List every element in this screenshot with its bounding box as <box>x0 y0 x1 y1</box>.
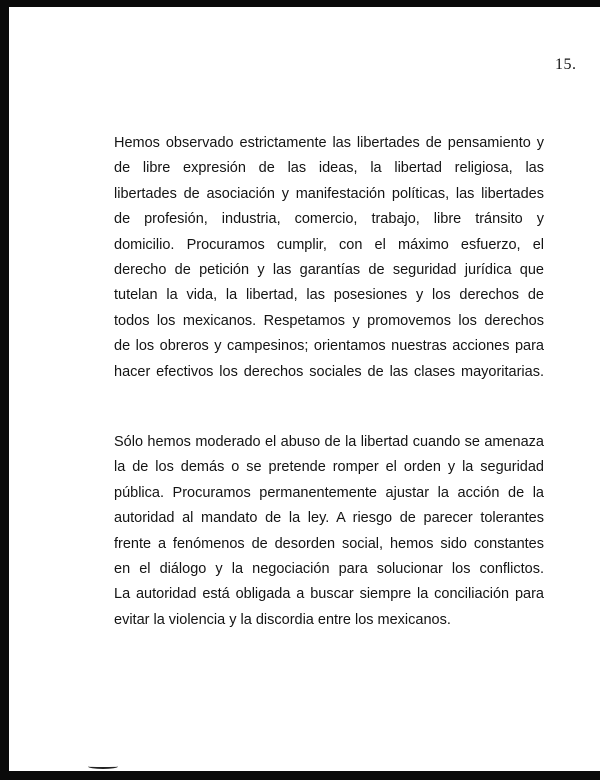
text-line: todos los mexicanos. Respetamos y promovemos los derechos <box>114 312 544 329</box>
scan-border-top <box>0 0 600 7</box>
text-line: domicilio. Procuramos cumplir, con el máximo esfuerzo, el <box>114 236 544 253</box>
text-line: hacer efectivos los derechos sociales de las clases mayoritarias. <box>114 363 544 380</box>
page-number: 15. <box>555 56 577 73</box>
text-line: Hemos observado estrictamente las libertades de pensamiento y <box>114 135 544 151</box>
text-line: autoridad al mandato de la ley. A riesgo de parecer tolerantes <box>114 510 544 527</box>
text-line: la de los demás o se pretende romper el orden y la seguridad <box>114 459 544 476</box>
text-line: tutelan la vida, la libertad, las posesiones y los derechos de <box>114 287 544 304</box>
text-line: de los obreros y campesinos; orientamos nuestras acciones para <box>114 338 544 355</box>
text-line: Sólo hemos moderado el abuso de la libertad cuando se amenaza <box>114 434 544 450</box>
scan-border-left <box>0 0 9 780</box>
text-line: La autoridad está obligada a buscar siempre la conciliación para <box>114 586 544 603</box>
text-line: de profesión, industria, comercio, trabajo, libre tránsito y <box>114 211 544 228</box>
scan-mark <box>88 764 118 769</box>
paragraph-1 <box>114 131 544 385</box>
text-line: frente a fenómenos de desorden social, hemos sido constantes <box>114 535 544 552</box>
text-line-last: evitar la violencia y la discordia entre los mexicanos. <box>114 611 451 628</box>
paragraph-2 <box>114 430 544 633</box>
text-line: de libre expresión de las ideas, la libertad religiosa, las <box>114 160 544 177</box>
text-line: derecho de petición y las garantías de seguridad jurídica que <box>114 261 544 278</box>
scan-border-bottom <box>0 771 600 780</box>
text-line: pública. Procuramos permanentemente ajustar la acción de la <box>114 484 544 501</box>
text-line: libertades de asociación y manifestación políticas, las libertades <box>114 185 544 202</box>
text-line: en el diálogo y la negociación para solucionar los conflictos. <box>114 560 544 577</box>
